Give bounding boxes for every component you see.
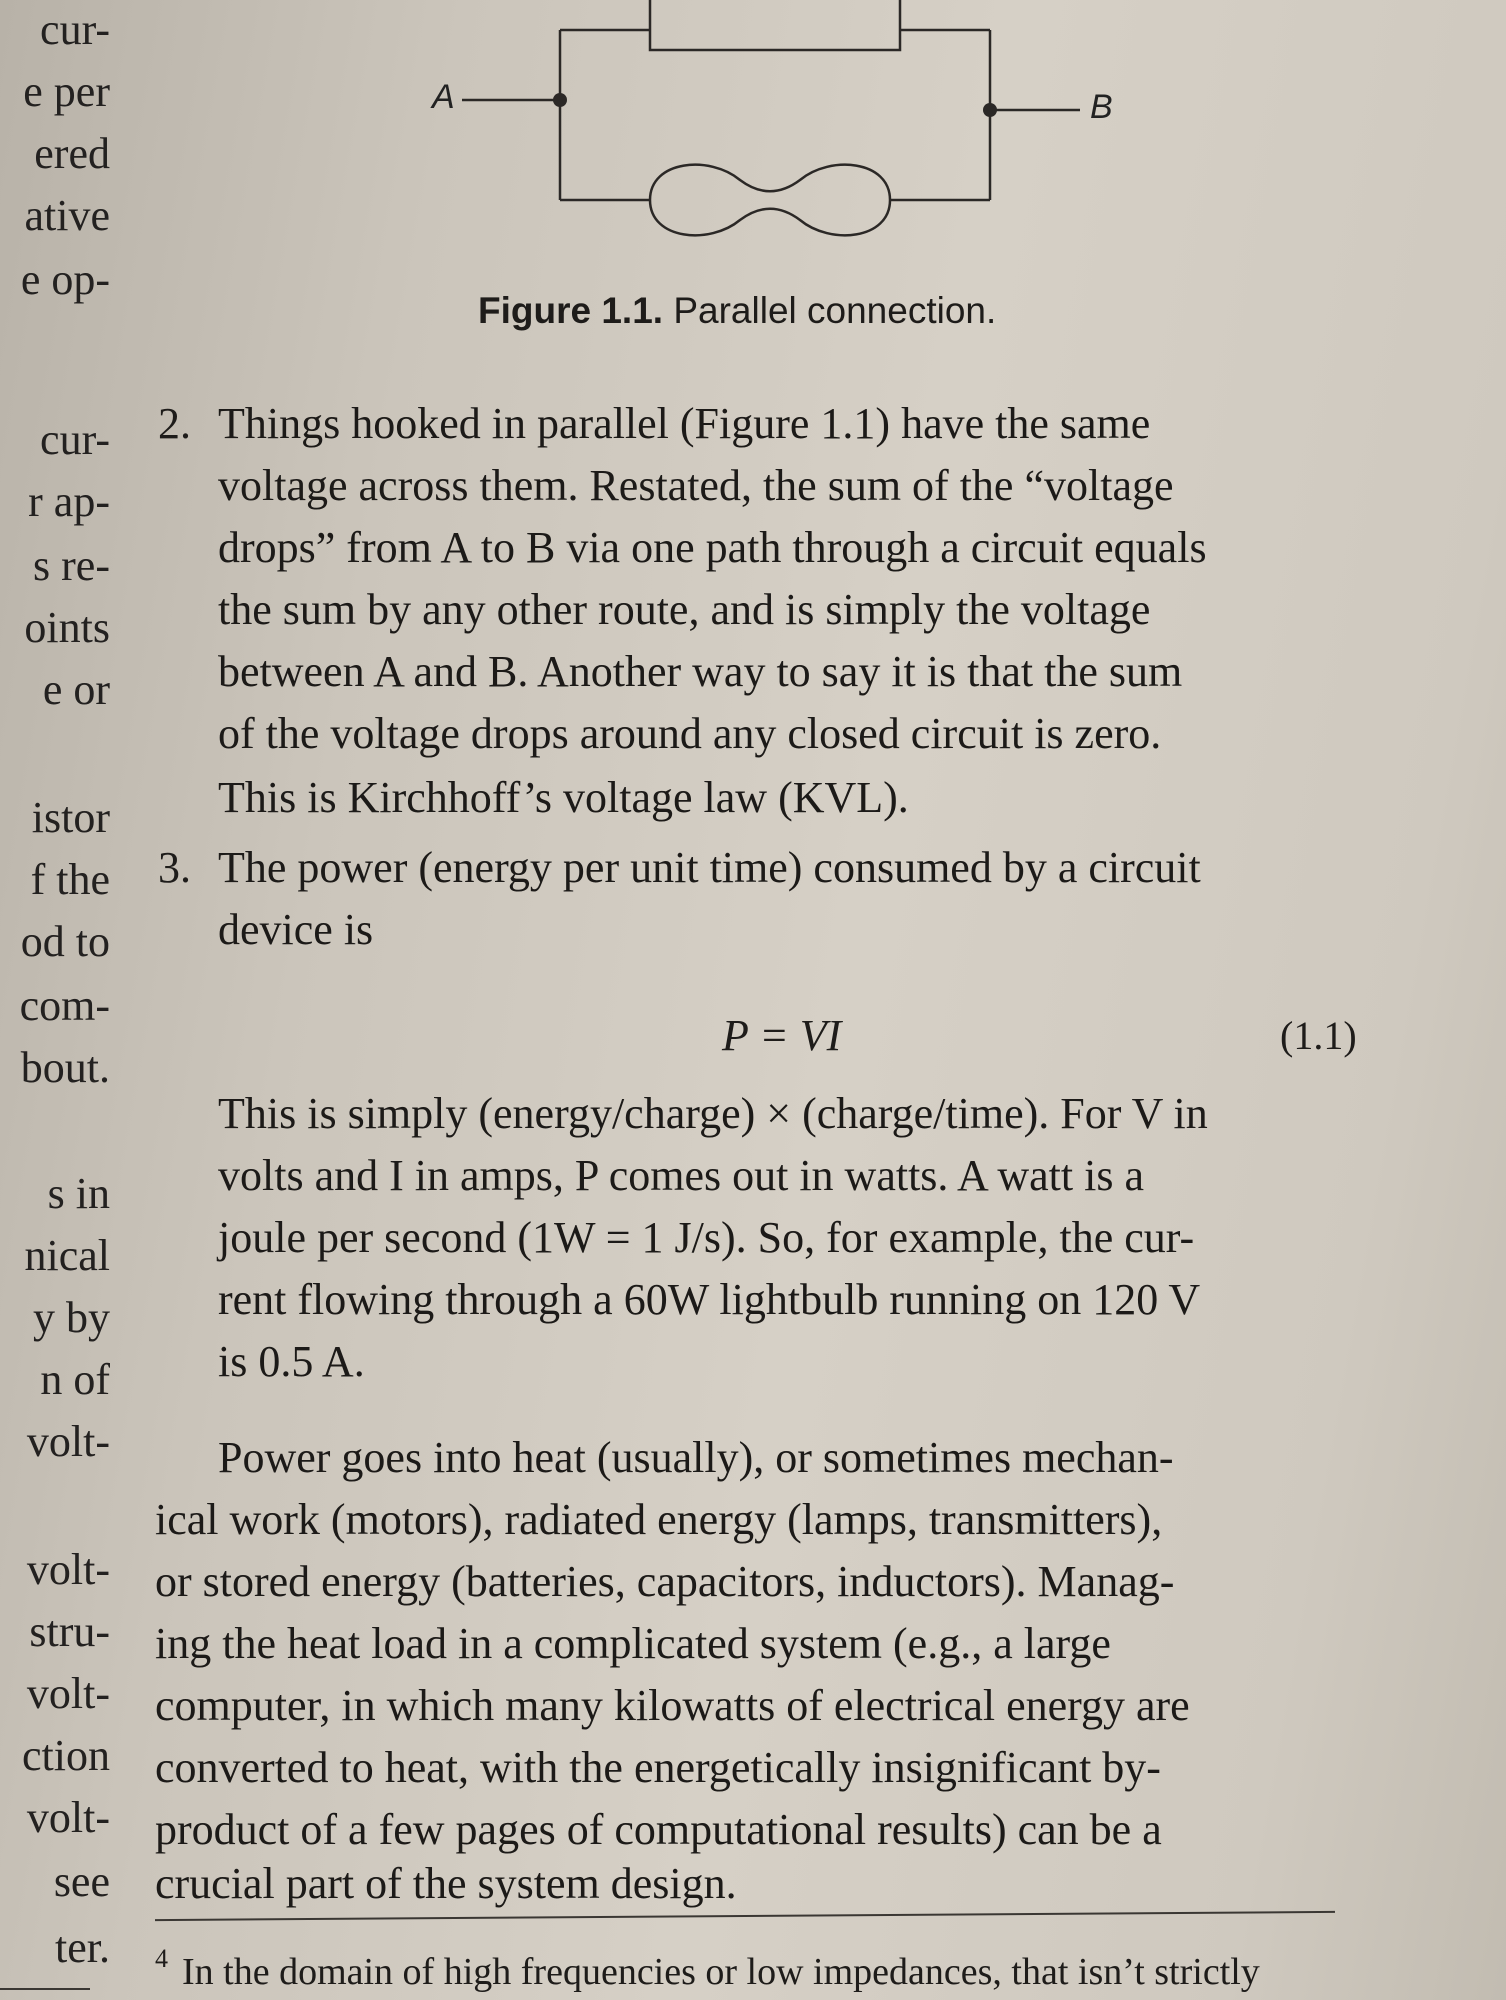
margin-fragment: n of bbox=[40, 1355, 110, 1404]
footnote-mark: 4 bbox=[155, 1944, 168, 1973]
footnote-text: In the domain of high frequencies or low impedances, that isn’t strictly bbox=[182, 1951, 1260, 1993]
text-line: This is simply (energy/charge) × (charge/time). For V in bbox=[218, 1089, 1208, 1138]
margin-fragment: volt- bbox=[26, 1669, 110, 1718]
margin-fragment: see bbox=[53, 1857, 110, 1906]
text-line: of the voltage drops around any closed circuit is zero. bbox=[218, 709, 1162, 758]
margin-fragment: volt- bbox=[26, 1545, 110, 1594]
node-label-b: B bbox=[1090, 88, 1113, 126]
margin-fragment: r ap- bbox=[28, 477, 110, 526]
text-line: converted to heat, with the energetically insignificant by- bbox=[155, 1743, 1161, 1792]
text-line: between A and B. Another way to say it is that the sum bbox=[218, 647, 1183, 696]
text-line: volts and I in amps, P comes out in watts. A watt is a bbox=[218, 1151, 1144, 1200]
text-line: or stored energy (batteries, capacitors, inductors). Manag- bbox=[155, 1557, 1175, 1606]
text-line: ing the heat load in a complicated system (e.g., a large bbox=[155, 1619, 1111, 1668]
margin-fragment: ction bbox=[22, 1731, 110, 1780]
text-line: computer, in which many kilowatts of electrical energy are bbox=[155, 1681, 1190, 1730]
text-line: device is bbox=[218, 905, 374, 954]
node-a-dot bbox=[553, 93, 567, 107]
text-line: crucial part of the system design. bbox=[155, 1859, 737, 1908]
margin-fragment: e per bbox=[23, 67, 110, 116]
margin-fragment: stru- bbox=[29, 1607, 110, 1656]
margin-fragment: volt- bbox=[26, 1793, 110, 1842]
text-line: drops” from A to B via one path through a circuit equals bbox=[218, 523, 1207, 572]
margin-fragment: ered bbox=[34, 129, 110, 178]
margin-footnote-rule bbox=[0, 1988, 90, 1990]
text-line: joule per second (1W = 1 J/s). So, for example, the cur- bbox=[218, 1213, 1195, 1262]
circuit-diagram bbox=[420, 0, 1120, 260]
figure-caption-text: Parallel connection. bbox=[673, 290, 997, 331]
text-line: product of a few pages of computational results) can be a bbox=[155, 1805, 1162, 1854]
footnote bbox=[155, 1944, 1260, 1994]
margin-fragment: y by bbox=[33, 1293, 110, 1342]
margin-fragment: bout. bbox=[20, 1043, 110, 1092]
left-margin-column bbox=[0, 0, 110, 2000]
item-number: 2. bbox=[158, 399, 191, 448]
margin-fragment: com- bbox=[19, 981, 110, 1030]
node-b-dot bbox=[983, 103, 997, 117]
margin-fragment: e op- bbox=[20, 255, 110, 304]
text-line: is 0.5 A. bbox=[218, 1337, 365, 1386]
figure-caption-label: Figure 1.1. bbox=[478, 290, 664, 331]
text-line: The power (energy per unit time) consumed by a circuit bbox=[218, 843, 1201, 892]
text-line: ical work (motors), radiated energy (lamps, transmitters), bbox=[155, 1495, 1163, 1544]
margin-fragment: s re- bbox=[33, 541, 110, 590]
margin-fragment: oints bbox=[24, 603, 110, 652]
margin-fragment: od to bbox=[20, 917, 110, 966]
margin-fragment: cur- bbox=[40, 5, 110, 54]
margin-fragment: ative bbox=[24, 191, 110, 240]
equation-power: P = VI bbox=[722, 1011, 842, 1060]
footnote-divider bbox=[155, 1911, 1335, 1921]
figure-parallel-connection bbox=[420, 0, 1120, 260]
text-line: Power goes into heat (usually), or sometimes mechan- bbox=[218, 1433, 1174, 1482]
text-line: the sum by any other route, and is simply the voltage bbox=[218, 585, 1151, 634]
margin-fragment: istor bbox=[31, 793, 110, 842]
margin-fragment: s in bbox=[47, 1169, 110, 1218]
text-line: rent flowing through a 60W lightbulb running on 120 V bbox=[218, 1275, 1201, 1324]
text-line: voltage across them. Restated, the sum of the “voltage bbox=[218, 461, 1174, 510]
text-line: This is Kirchhoff’s voltage law (KVL). bbox=[218, 773, 909, 822]
margin-fragment: nical bbox=[24, 1231, 110, 1280]
margin-fragment: f the bbox=[30, 855, 110, 904]
item-number: 3. bbox=[158, 843, 191, 892]
margin-fragment: e or bbox=[42, 665, 110, 714]
equation-number: (1.1) bbox=[1280, 1013, 1357, 1058]
margin-fragment: cur- bbox=[40, 415, 110, 464]
margin-fragment: volt- bbox=[26, 1417, 110, 1466]
node-label-a: A bbox=[432, 78, 455, 116]
figure-caption bbox=[478, 290, 996, 332]
text-line: Things hooked in parallel (Figure 1.1) have the same bbox=[218, 399, 1151, 448]
margin-fragment: ter. bbox=[55, 1923, 110, 1972]
